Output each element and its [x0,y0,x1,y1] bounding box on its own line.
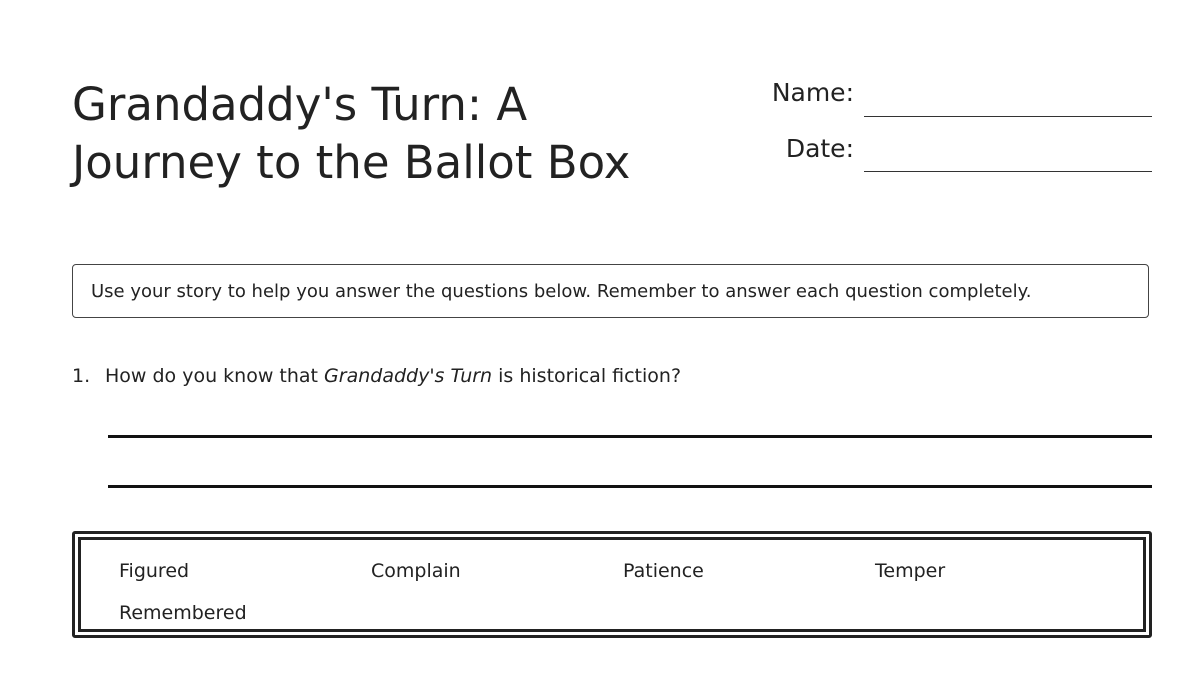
answer-line-1[interactable] [108,435,1152,438]
word-bank [72,531,1152,638]
date-blank-line[interactable] [864,171,1152,172]
instructions-text: Use your story to help you answer the questions below. Remember to answer each question completely. [91,280,1032,302]
worksheet-title [72,76,712,192]
word-bank-item: Patience [623,560,704,582]
question-book-title: Grandaddy's Turn [324,365,493,387]
instructions-box [72,264,1149,318]
name-blank-line[interactable] [864,116,1152,117]
name-label: Name: [771,78,854,107]
word-bank-item: Remembered [119,602,247,624]
question-number: 1. [72,365,91,387]
question-text-after: is historical fiction? [492,365,682,387]
word-bank-inner-border [78,537,1146,632]
question-1 [72,365,681,387]
word-bank-item: Complain [371,560,461,582]
word-bank-item: Figured [119,560,190,582]
date-label: Date: [785,134,854,163]
answer-line-2[interactable] [108,485,1152,488]
word-bank-item: Temper [875,560,946,582]
title-line-2: Journey to the Ballot Box [72,136,631,189]
question-text-before: How do you know that [105,365,325,387]
title-line-1: Grandaddy's Turn: A [72,78,528,131]
